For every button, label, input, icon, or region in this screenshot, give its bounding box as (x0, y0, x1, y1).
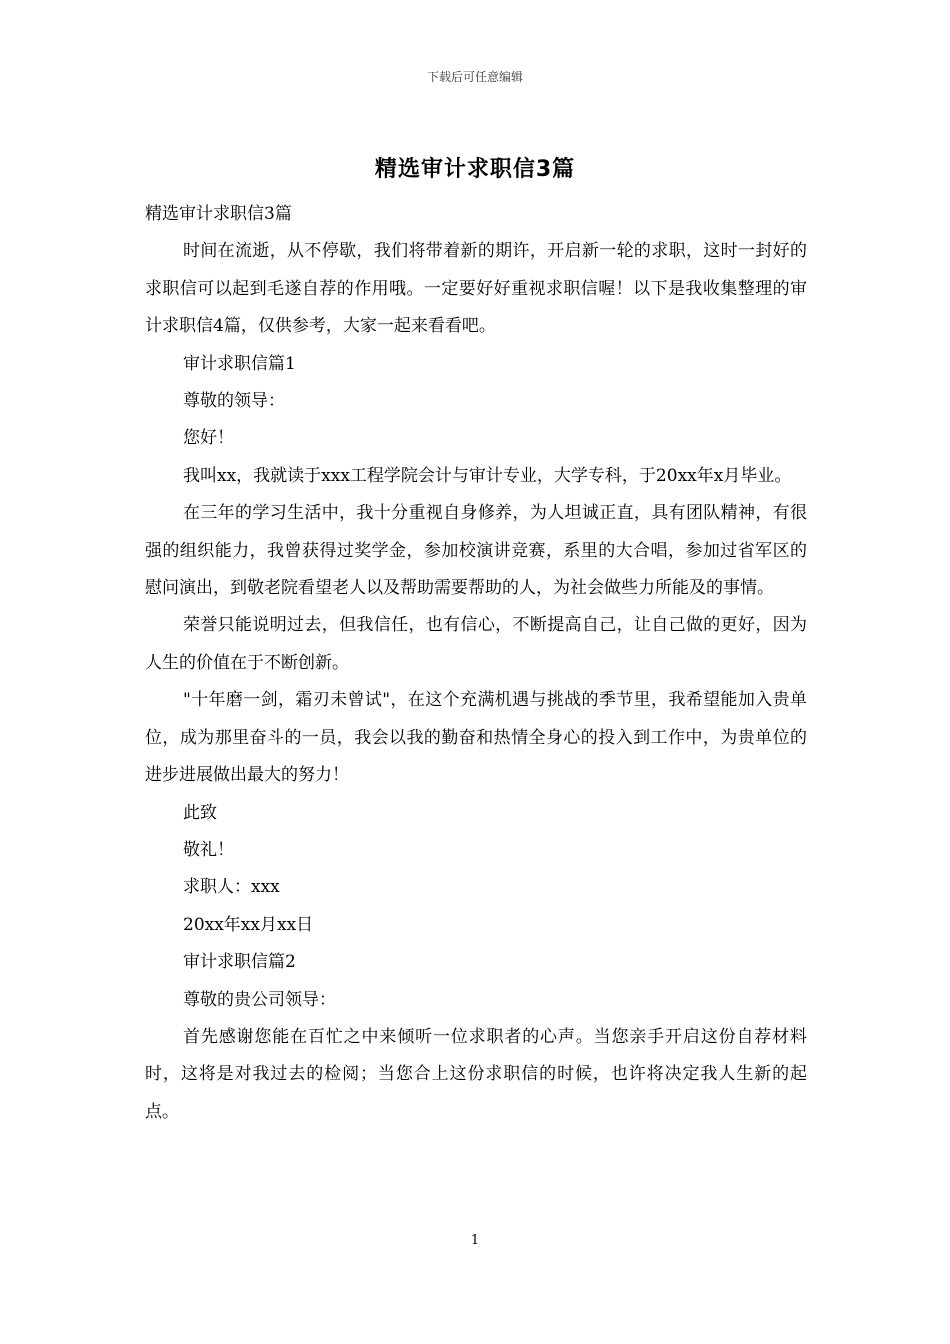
header-note: 下载后可任意编辑 (426, 70, 523, 84)
date: 20xx年xx月xx日 (183, 914, 314, 935)
paragraph: 在三年的学习生活中，我十分重视自身修养，为人坦诚正直，具有团队精神，有很强的组织能力，我曾获得过奖学金，参加校演讲竞赛，系里的大合唱，参加过省军区的慰问演出，到敬老院看望老人以及帮助需要帮助的人，为社会做些力所能及的事情。 (145, 503, 807, 599)
paragraph: 精选审计求职信3篇 (145, 204, 292, 224)
document-body (145, 196, 807, 1131)
paragraph: 荣誉只能说明过去，但我信任，也有信心，不断提高自己，让自己做的更好，因为人生的价值在于不断创新。 (145, 615, 807, 673)
page-number: 1 (470, 1233, 480, 1248)
salutation: 尊敬的贵公司领导： (183, 989, 336, 1010)
signature: 求职人：xxx (183, 877, 280, 898)
greeting: 您好！ (183, 428, 234, 449)
section-heading: 审计求职信篇1 (183, 353, 296, 374)
document-title: 精选审计求职信3篇 (374, 157, 576, 182)
paragraph: 首先感谢您能在百忙之中来倾听一位求职者的心声。当您亲手开启这份自荐材料时，这将是对我过去的检阅；当您合上这份求职信的时候，也许将决定我人生新的起点。 (145, 1026, 807, 1122)
closing: 此致 (183, 802, 217, 823)
salutation: 尊敬的领导： (183, 391, 285, 412)
paragraph: 时间在流逝，从不停歇，我们将带着新的期许，开启新一轮的求职，这时一封好的求职信可以起到毛遂自荐的作用哦。一定要好好重视求职信喔！以下是我收集整理的审计求职信4篇，仅供参考，大家一起来看看吧。 (145, 241, 807, 337)
paragraph: 我叫xx，我就读于xxx工程学院会计与审计专业，大学专科，于20xx年x月毕业。 (183, 465, 792, 486)
paragraph: "十年磨一剑，霜刃未曾试"，在这个充满机遇与挑战的季节里，我希望能加入贵单位，成为那里奋斗的一员，我会以我的勤奋和热情全身心的投入到工作中，为贵单位的进步进展做出最大的努力！ (145, 690, 807, 786)
section-heading: 审计求职信篇2 (183, 952, 296, 973)
closing: 敬礼！ (183, 839, 234, 860)
